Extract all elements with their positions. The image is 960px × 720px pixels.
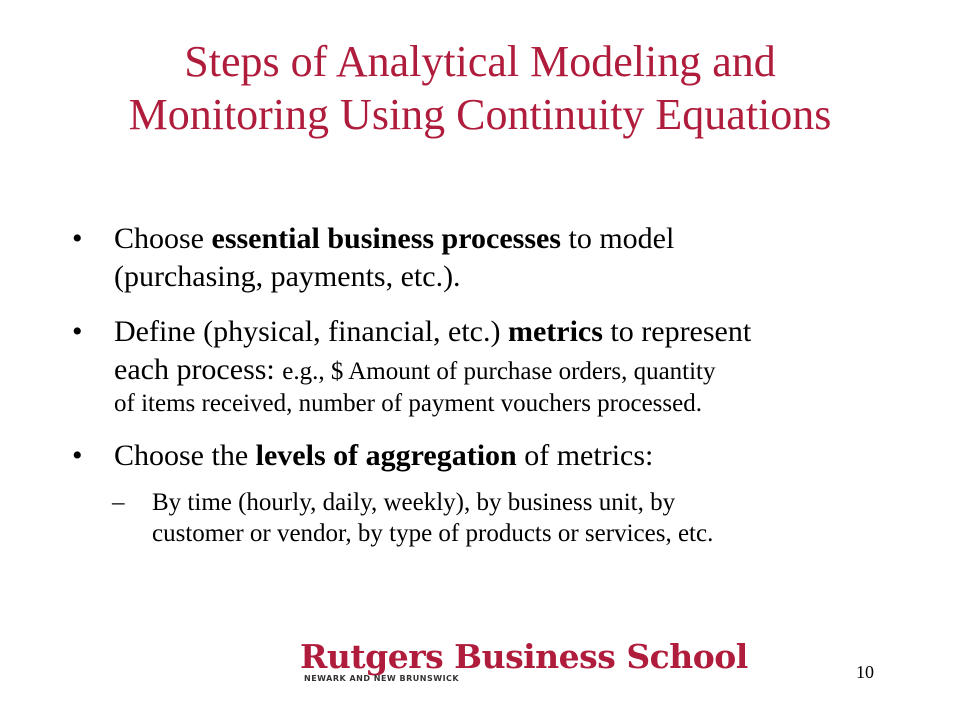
bullet-marker: • (72, 439, 83, 473)
bullet-text: of metrics: (516, 439, 654, 473)
bullet-marker: • (72, 222, 83, 255)
logo-wordmark: Rutgers Business School (300, 637, 748, 676)
bullet-item-metrics (72, 313, 912, 419)
page-number: 10 (856, 662, 874, 682)
bullet-text: Choose the (114, 439, 256, 473)
slide-title (40, 36, 920, 142)
rutgers-logo (300, 637, 748, 690)
sub-bullet-marker: – (112, 488, 125, 516)
logo-subtitle: NEWARK AND NEW BRUNSWICK (304, 674, 460, 683)
bullet-text: to represent (602, 315, 752, 348)
title-line-2: Monitoring Using Continuity Equations (128, 89, 832, 139)
slide-body (72, 220, 912, 549)
bullet-example-text: of items received, number of payment vouchers processed. (114, 390, 702, 417)
sub-bullet-line: By time (hourly, daily, weekly), by business unit, by (152, 488, 676, 516)
bullet-text: Define (physical, financial, etc.) (114, 315, 508, 348)
title-line-1: Steps of Analytical Modeling and (184, 37, 776, 86)
sub-bullet-line: customer or vendor, by type of products or services, etc. (152, 520, 714, 547)
bullet-emphasis: essential business processes (211, 222, 561, 255)
bullet-line (114, 313, 912, 351)
bullet-item-processes (72, 220, 912, 295)
bullet-marker: • (72, 315, 83, 348)
bullet-line (114, 437, 912, 475)
bullet-emphasis: levels of aggregation (255, 439, 517, 473)
bullet-text: to model (560, 222, 675, 255)
bullet-line: (purchasing, payments, etc.). (114, 259, 461, 293)
bullet-example-text: e.g., $ Amount of purchase orders, quantity (282, 357, 716, 385)
bullet-text: Choose (114, 222, 212, 255)
sub-bullet-item (72, 487, 912, 550)
bullet-item-aggregation (72, 437, 912, 475)
bullet-emphasis: metrics (507, 315, 603, 348)
bullet-line (114, 351, 912, 389)
bullet-line (114, 220, 912, 258)
bullet-text: each process: (114, 352, 283, 386)
